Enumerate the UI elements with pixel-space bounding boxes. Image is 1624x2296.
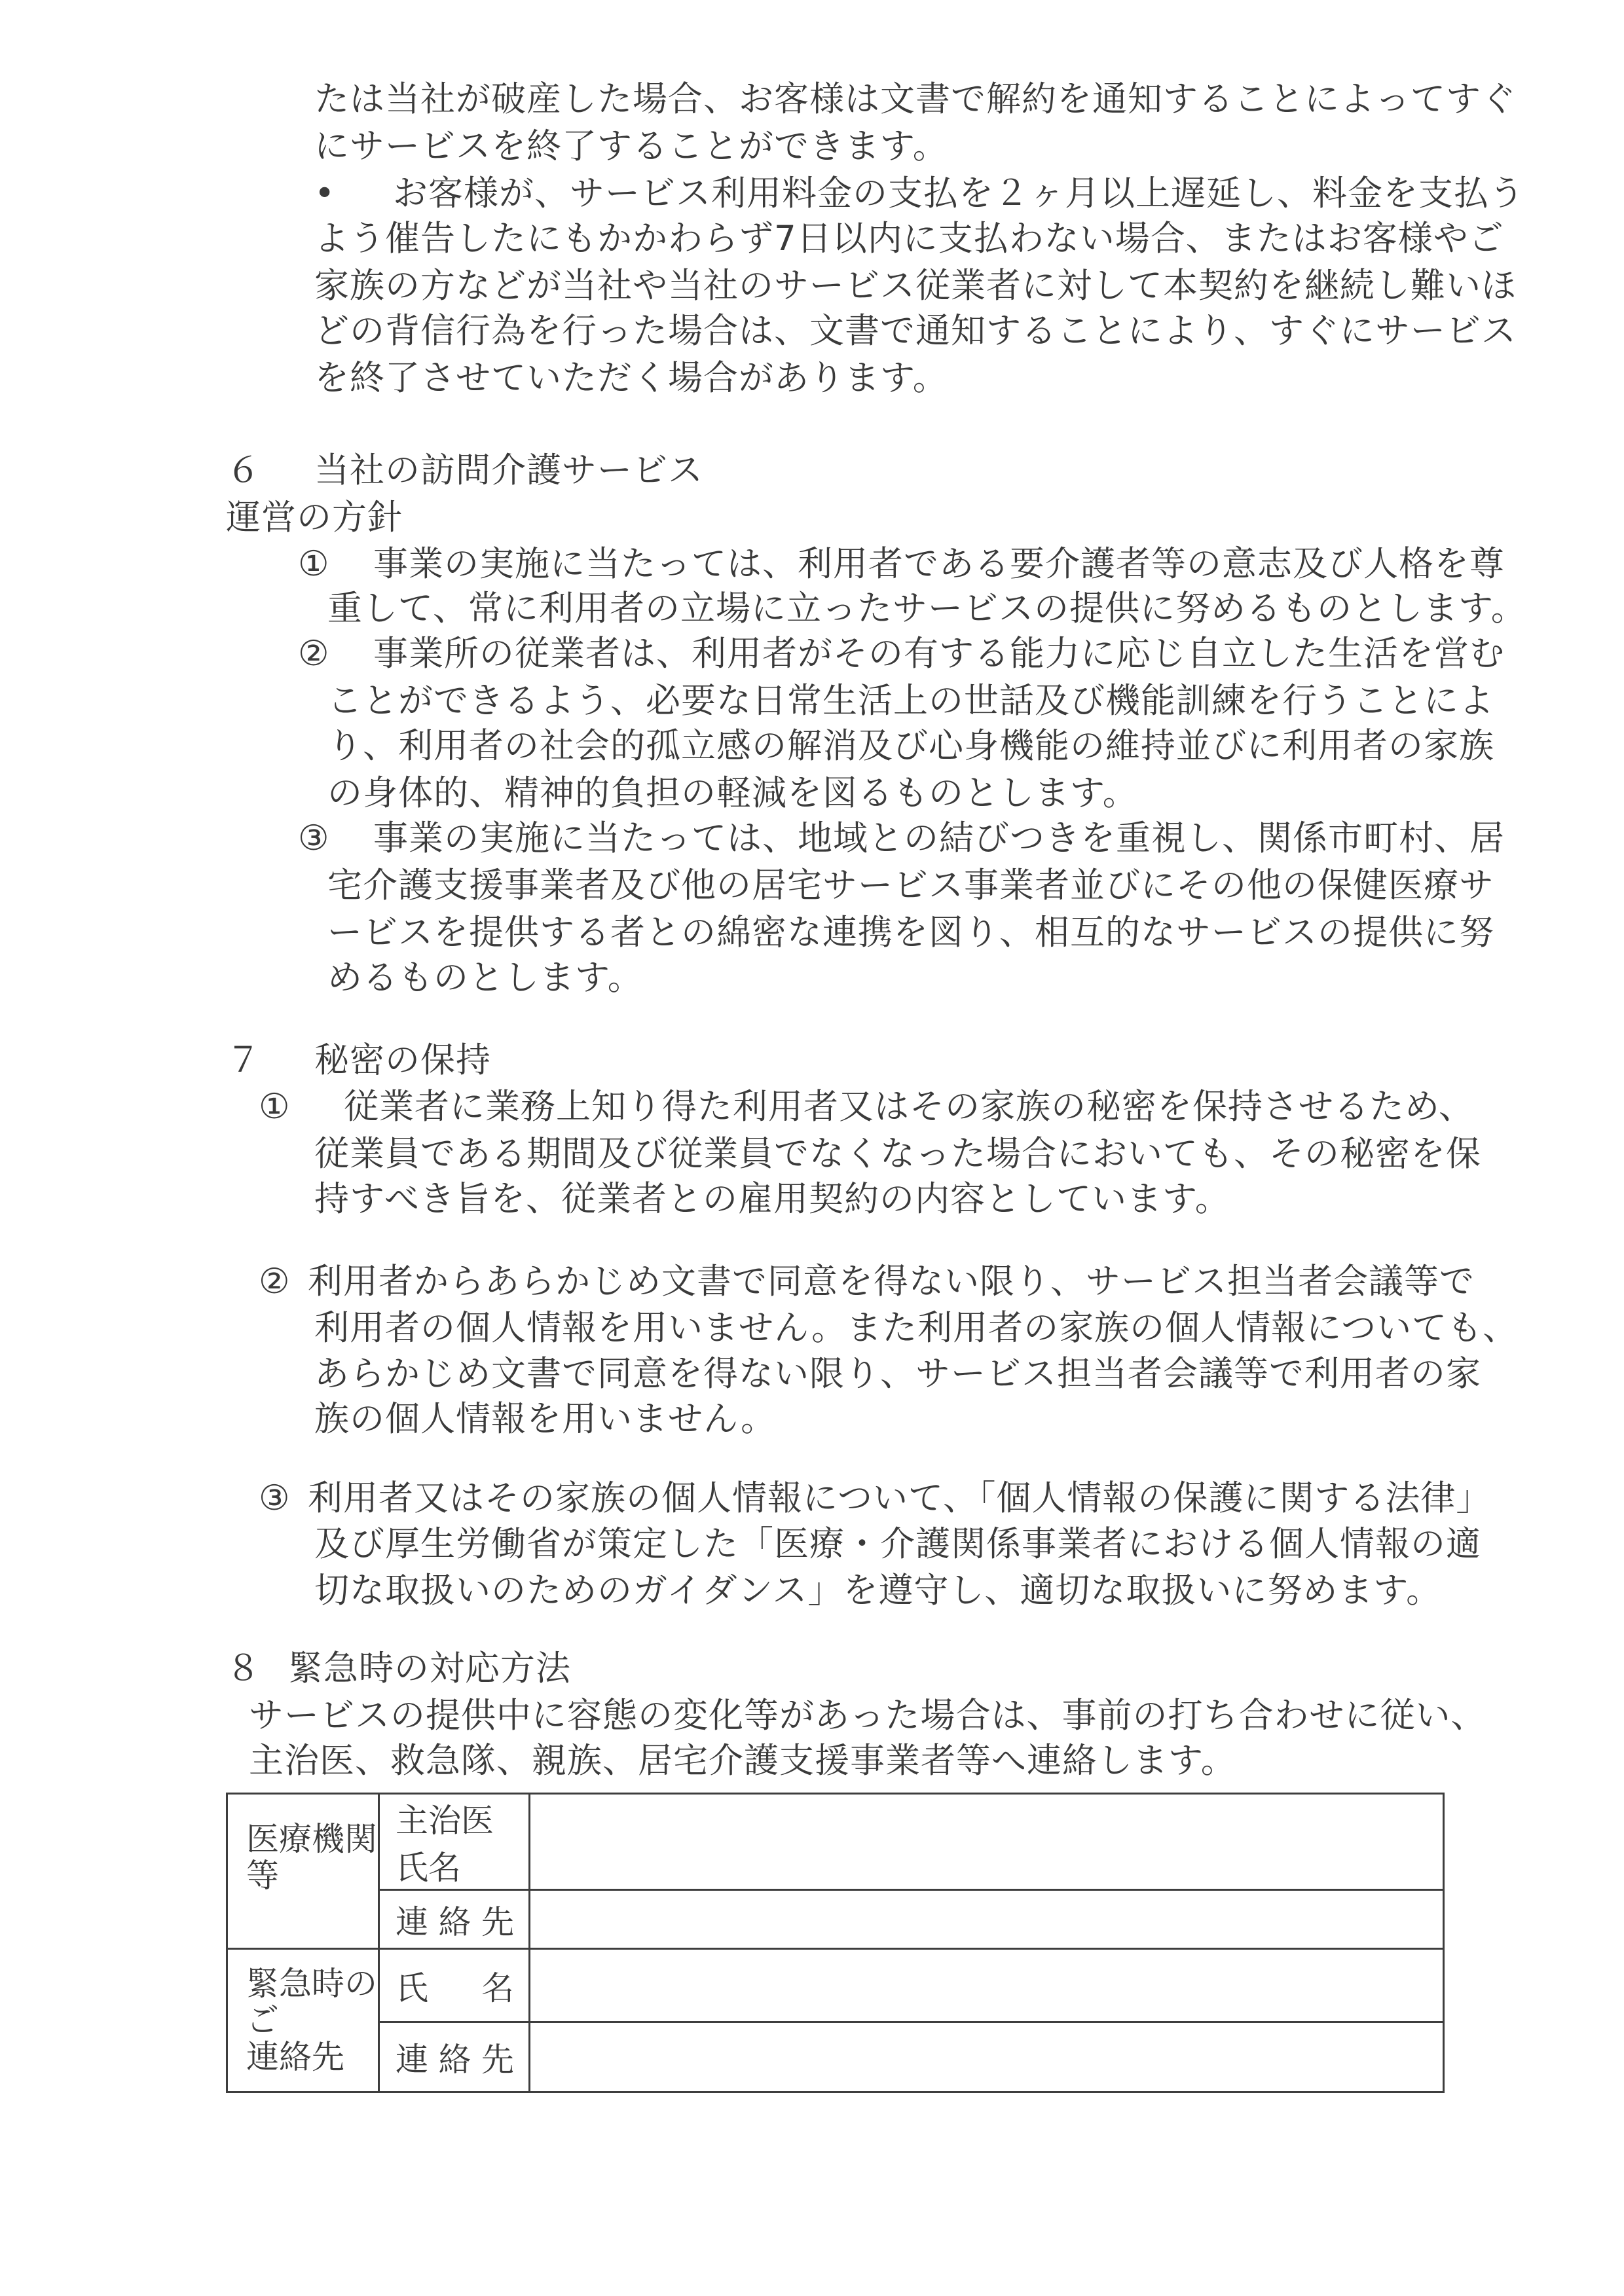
item-text-line: り、利用者の社会的孤立感の解消及び心身機能の維持並びに利用者の家族 bbox=[327, 726, 1494, 766]
item-text-line: 族の個人情報を用いません。 bbox=[314, 1399, 777, 1439]
item-text-line: あらかじめ文書で同意を得ない限り、サービス担当者会議等で利用者の家 bbox=[314, 1354, 1481, 1394]
row-label-doctor-name: 主治医氏名 bbox=[396, 1802, 494, 1887]
paragraph-line: たは当社が破産した場合、お客様は文書で解約を通知することによってすぐ bbox=[314, 79, 1517, 119]
item-text-line: 宅介護支援事業者及び他の居宅サービス事業者並びにその他の保健医療サ bbox=[327, 866, 1494, 905]
item-marker: ③ bbox=[298, 818, 330, 858]
item-marker: ② bbox=[259, 1262, 291, 1302]
row-label-cell bbox=[379, 1794, 530, 1890]
item-text: 利用者又はその家族の個人情報について、「個人情報の保護に関する法律」 bbox=[308, 1478, 1492, 1518]
item-text: 事業の実施に当たっては、地域との結びつきを重視し、関係市町村、居 bbox=[373, 818, 1505, 858]
row-label-name: 氏 名 bbox=[396, 1969, 514, 2007]
item-text-line: 重して、常に利用者の立場に立ったサービスの提供に努めるものとします。 bbox=[327, 589, 1526, 629]
item-text: 事業所の従業者は、利用者がその有する能力に応じ自立した生活を営む bbox=[373, 634, 1505, 674]
group-label-text: 医療機関等 bbox=[246, 1820, 377, 1895]
list-item-marker-line bbox=[259, 1084, 1474, 1130]
section-title: 秘密の保持 bbox=[314, 1040, 491, 1080]
section-7-heading bbox=[226, 1038, 491, 1084]
list-item-marker-line bbox=[298, 541, 1505, 587]
section-8-heading bbox=[226, 1646, 571, 1692]
bullet-line bbox=[314, 171, 1524, 217]
table-row bbox=[227, 1949, 1444, 2022]
group-label-line: 連絡先 bbox=[246, 2038, 344, 2076]
item-text-line: ービスを提供する者との綿密な連携を図り、相互的なサービスの提供に努 bbox=[327, 913, 1494, 953]
paragraph-line: サービスの提供中に容態の変化等があった場合は、事前の打ち合わせに従い、 bbox=[249, 1696, 1486, 1736]
row-label-cell bbox=[379, 1890, 530, 1949]
list-item-marker-line bbox=[298, 816, 1505, 862]
item-marker: ① bbox=[259, 1087, 291, 1127]
item-text-line: 切な取扱いのためのガイダンス」を遵守し、適切な取扱いに努めます。 bbox=[314, 1571, 1442, 1611]
bullet-icon: • bbox=[314, 173, 336, 213]
section-title: 緊急時の対応方法 bbox=[288, 1649, 571, 1688]
group-label-medical bbox=[227, 1794, 379, 1949]
table-row bbox=[227, 1794, 1444, 1890]
item-text: 事業の実施に当たっては、利用者である要介護者等の意志及び人格を尊 bbox=[373, 544, 1505, 584]
table-row bbox=[227, 2022, 1444, 2092]
item-text-line: 従業員である期間及び従業員でなくなった場合においても、その秘密を保 bbox=[314, 1134, 1481, 1174]
item-text-line: 及び厚生労働省が策定した「医療・介護関係事業者における個人情報の適 bbox=[314, 1524, 1481, 1564]
item-text-line: の身体的、精神的負担の軽減を図るものとします。 bbox=[327, 773, 1138, 813]
section-number: ６ bbox=[226, 450, 261, 490]
item-text-line: 利用者の個人情報を用いません。また利用者の家族の個人情報についても、 bbox=[314, 1308, 1519, 1348]
paragraph-line: を終了させていただく場合があります。 bbox=[314, 358, 948, 398]
group-label-line: 緊急時のご bbox=[246, 1965, 377, 2039]
item-marker: ① bbox=[298, 544, 330, 584]
list-item-marker-line bbox=[259, 1476, 1491, 1522]
item-text: 従業者に業務上知り得た利用者又はその家族の秘密を保持させるため、 bbox=[344, 1087, 1474, 1127]
section-6-heading bbox=[226, 448, 703, 494]
row-label-contact: 連 絡 先 bbox=[396, 1903, 514, 1941]
section-number: ８ bbox=[226, 1649, 261, 1688]
section-6-subtitle: 運営の方針 bbox=[226, 498, 403, 538]
emergency-name-field[interactable] bbox=[530, 1949, 1444, 2022]
table-row bbox=[227, 1890, 1444, 1949]
group-label-emergency bbox=[227, 1949, 379, 2092]
paragraph-line: よう催告したにもかかわらず7日以内に支払わない場合、またはお客様やご bbox=[314, 219, 1504, 259]
emergency-contact-field[interactable] bbox=[530, 2022, 1444, 2092]
section-number: ７ bbox=[226, 1040, 261, 1080]
row-label-cell bbox=[379, 2022, 530, 2092]
item-marker: ② bbox=[298, 634, 330, 674]
paragraph-line: にサービスを終了することができます。 bbox=[314, 126, 948, 166]
paragraph-line: 主治医、救急隊、親族、居宅介護支援事業者等へ連絡します。 bbox=[249, 1741, 1236, 1781]
row-label-cell bbox=[379, 1949, 530, 2022]
list-item-marker-line bbox=[259, 1259, 1475, 1305]
emergency-contact-table bbox=[226, 1793, 1445, 2093]
paragraph-line: どの背信行為を行った場合は、文書で通知することにより、すぐにサービス bbox=[314, 311, 1517, 351]
row-label-contact: 連 絡 先 bbox=[396, 2041, 514, 2079]
list-item-marker-line bbox=[298, 631, 1505, 677]
section-title: 当社の訪問介護サービス bbox=[314, 450, 703, 490]
item-text: 利用者からあらかじめ文書で同意を得ない限り、サービス担当者会議等で bbox=[308, 1262, 1475, 1302]
item-text-line: ことができるよう、必要な日常生活上の世話及び機能訓練を行うことによ bbox=[327, 681, 1494, 721]
doctor-name-field[interactable] bbox=[530, 1794, 1444, 1890]
item-text-line: 持すべき旨を、従業者との雇用契約の内容としています。 bbox=[314, 1179, 1230, 1219]
medical-contact-field[interactable] bbox=[530, 1890, 1444, 1949]
item-text-line: めるものとします。 bbox=[327, 958, 643, 998]
bullet-text: お客様が、サービス利用料金の支払を２ヶ月以上遅延し、料金を支払う bbox=[393, 173, 1524, 213]
item-marker: ③ bbox=[259, 1478, 291, 1518]
paragraph-line: 家族の方などが当社や当社のサービス従業者に対して本契約を継続し難いほ bbox=[314, 266, 1517, 306]
